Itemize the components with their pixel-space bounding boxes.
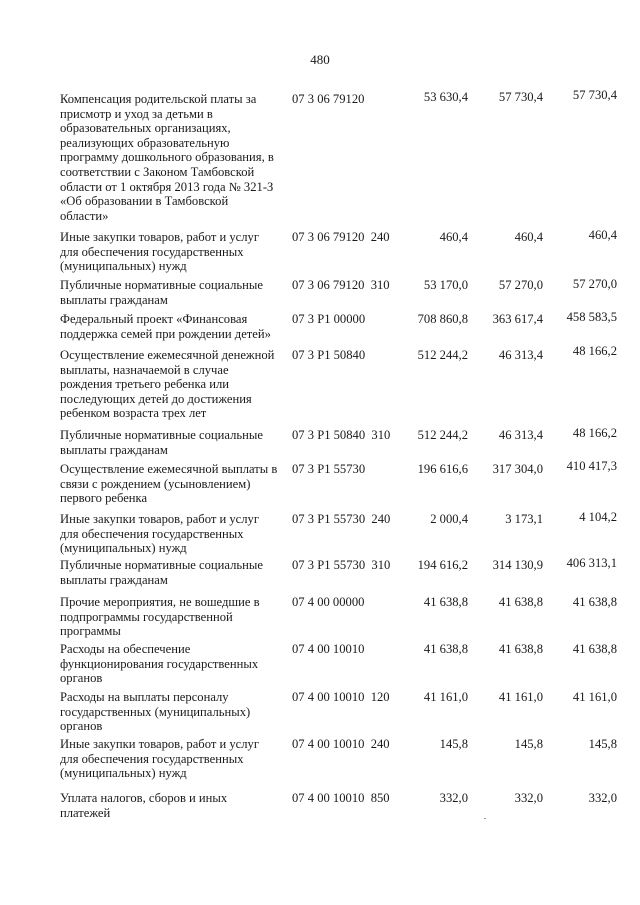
- row-name-line: Иные закупки товаров, работ и услуг: [60, 512, 260, 526]
- row-name-line: ребенком возраста трех лет: [60, 406, 207, 421]
- row-name-line: (муниципальных) нужд: [60, 766, 187, 781]
- row-code: 07 3 06 79120: [292, 92, 365, 106]
- row-name: [60, 558, 278, 587]
- row-value-2: 3 173,1: [505, 512, 543, 526]
- row-value-3: 48 166,2: [572, 426, 617, 440]
- row-name-line: выплаты гражданам: [60, 442, 168, 457]
- row-value-2: 46 313,4: [498, 428, 543, 442]
- row-value-1: 41 638,8: [423, 642, 468, 656]
- row-value-2: 57 270,0: [498, 278, 543, 292]
- row-value-1: 53 170,0: [423, 278, 468, 292]
- row-name-line: Расходы на обеспечение: [60, 642, 191, 656]
- row-name-line: поддержка семей при рождении детей»: [60, 326, 271, 341]
- row-value-2: 363 617,4: [492, 312, 543, 326]
- row-name-line: области»: [60, 208, 109, 223]
- row-value-2: 332,0: [514, 791, 543, 805]
- row-value-3: 410 417,3: [566, 459, 617, 473]
- row-name-line: выплаты гражданам: [60, 292, 168, 307]
- row-name-line: Публичные нормативные социальные: [60, 278, 263, 292]
- row-name-line: (муниципальных) нужд: [60, 541, 187, 556]
- row-value-2: 317 304,0: [492, 462, 543, 476]
- row-value-1: 332,0: [439, 791, 468, 805]
- row-value-1: 2 000,4: [430, 512, 468, 526]
- row-name-line: Осуществление ежемесячной денежной: [60, 348, 275, 362]
- row-name-line: функционирования государственных: [60, 656, 259, 671]
- row-value-1: 708 860,8: [417, 312, 468, 326]
- row-code: 07 3 06 79120 240: [292, 230, 390, 244]
- row-value-3: 332,0: [588, 791, 617, 805]
- row-name-line: Расходы на выплаты персоналу: [60, 690, 229, 704]
- row-name-line: Прочие мероприятия, не вошедшие в: [60, 595, 260, 609]
- row-name-line: для обеспечения государственных: [60, 526, 244, 541]
- row-name: [60, 92, 278, 223]
- row-name-line: Иные закупки товаров, работ и услуг: [60, 230, 260, 244]
- row-name-line: Иные закупки товаров, работ и услуг: [60, 737, 260, 751]
- row-name-line: «Об образовании в Тамбовской: [60, 194, 229, 209]
- row-name-line: Уплата налогов, сборов и иных: [60, 791, 228, 805]
- row-value-2: 46 313,4: [498, 348, 543, 362]
- row-name-line: выплаты, назначаемой в случае: [60, 362, 229, 377]
- scan-mark: [484, 818, 486, 819]
- row-name-line: для обеспечения государственных: [60, 751, 244, 766]
- row-code: 07 4 00 10010: [292, 642, 365, 656]
- row-value-2: 41 638,8: [498, 595, 543, 609]
- row-code: 07 3 Р1 55730 240: [292, 512, 391, 526]
- row-value-2: 41 161,0: [498, 690, 543, 704]
- row-value-1: 194 616,2: [417, 558, 468, 572]
- row-name-line: Федеральный проект «Финансовая: [60, 312, 248, 326]
- row-name: [60, 230, 278, 274]
- row-name-line: органов: [60, 671, 103, 686]
- row-value-3: 57 730,4: [572, 88, 617, 102]
- row-name-line: области от 1 октября 2013 года № 321-З: [60, 179, 274, 194]
- row-value-1: 145,8: [439, 737, 468, 751]
- row-code: 07 3 06 79120 310: [292, 278, 390, 292]
- row-value-3: 41 638,8: [572, 642, 617, 656]
- row-name-line: государственных (муниципальных): [60, 704, 251, 719]
- row-value-3: 41 638,8: [572, 595, 617, 609]
- row-value-2: 145,8: [514, 737, 543, 751]
- row-code: 07 4 00 10010 240: [292, 737, 390, 751]
- row-value-1: 512 244,2: [417, 428, 468, 442]
- row-code: 07 3 Р1 50840 310: [292, 428, 391, 442]
- row-value-2: 57 730,4: [498, 90, 543, 104]
- row-value-3: 4 104,2: [579, 510, 617, 524]
- row-name-line: соответствии с Законом Тамбовской: [60, 164, 255, 179]
- row-name-line: реализующих образовательную: [60, 135, 230, 150]
- row-name-line: органов: [60, 719, 103, 734]
- row-name: [60, 348, 278, 421]
- row-value-1: 460,4: [439, 230, 468, 244]
- row-name: [60, 690, 278, 734]
- row-name: [60, 791, 278, 820]
- row-name: [60, 737, 278, 781]
- row-name-line: последующих детей до достижения: [60, 391, 252, 406]
- row-code: 07 3 Р1 00000: [292, 312, 366, 326]
- row-code: 07 3 Р1 55730: [292, 462, 366, 476]
- row-value-3: 460,4: [588, 228, 617, 242]
- row-name: [60, 428, 278, 457]
- row-code: 07 3 Р1 55730 310: [292, 558, 391, 572]
- row-name-line: (муниципальных) нужд: [60, 259, 187, 274]
- row-value-1: 41 638,8: [423, 595, 468, 609]
- row-value-3: 406 313,1: [566, 556, 617, 570]
- row-value-3: 41 161,0: [572, 690, 617, 704]
- row-value-1: 512 244,2: [417, 348, 468, 362]
- row-name: [60, 462, 278, 506]
- row-code: 07 3 Р1 50840: [292, 348, 366, 362]
- row-name-line: выплаты гражданам: [60, 572, 168, 587]
- row-code: 07 4 00 10010 120: [292, 690, 390, 704]
- row-name: [60, 642, 278, 686]
- row-value-1: 196 616,6: [417, 462, 468, 476]
- row-name-line: Осуществление ежемесячной выплаты в: [60, 462, 278, 476]
- row-name: [60, 278, 278, 307]
- row-value-2: 314 130,9: [492, 558, 543, 572]
- row-value-2: 41 638,8: [498, 642, 543, 656]
- row-name-line: Публичные нормативные социальные: [60, 558, 263, 572]
- row-value-3: 48 166,2: [572, 344, 617, 358]
- row-name-line: Компенсация родительской платы за: [60, 92, 257, 106]
- row-name-line: рождения третьего ребенка или: [60, 377, 229, 392]
- row-code: 07 4 00 00000: [292, 595, 365, 609]
- row-name-line: программу дошкольного образования, в: [60, 150, 274, 165]
- row-name-line: образовательных организациях,: [60, 121, 231, 136]
- row-name-line: первого ребенка: [60, 491, 148, 506]
- row-name-line: связи с рождением (усыновлением): [60, 476, 251, 491]
- row-code: 07 4 00 10010 850: [292, 791, 390, 805]
- row-name-line: программы: [60, 624, 121, 639]
- row-value-1: 53 630,4: [423, 90, 468, 104]
- row-name-line: платежей: [60, 805, 111, 820]
- row-name-line: присмотр и уход за детьми в: [60, 106, 213, 121]
- row-name-line: для обеспечения государственных: [60, 244, 244, 259]
- row-name: [60, 595, 278, 639]
- row-name: [60, 512, 278, 556]
- row-value-2: 460,4: [514, 230, 543, 244]
- page-number: 480: [310, 52, 330, 67]
- row-value-3: 458 583,5: [566, 310, 617, 324]
- row-value-3: 57 270,0: [572, 277, 617, 291]
- row-value-1: 41 161,0: [423, 690, 468, 704]
- row-name: [60, 312, 278, 341]
- row-name-line: Публичные нормативные социальные: [60, 428, 263, 442]
- row-name-line: подпрограммы государственной: [60, 609, 233, 624]
- row-value-3: 145,8: [588, 737, 617, 751]
